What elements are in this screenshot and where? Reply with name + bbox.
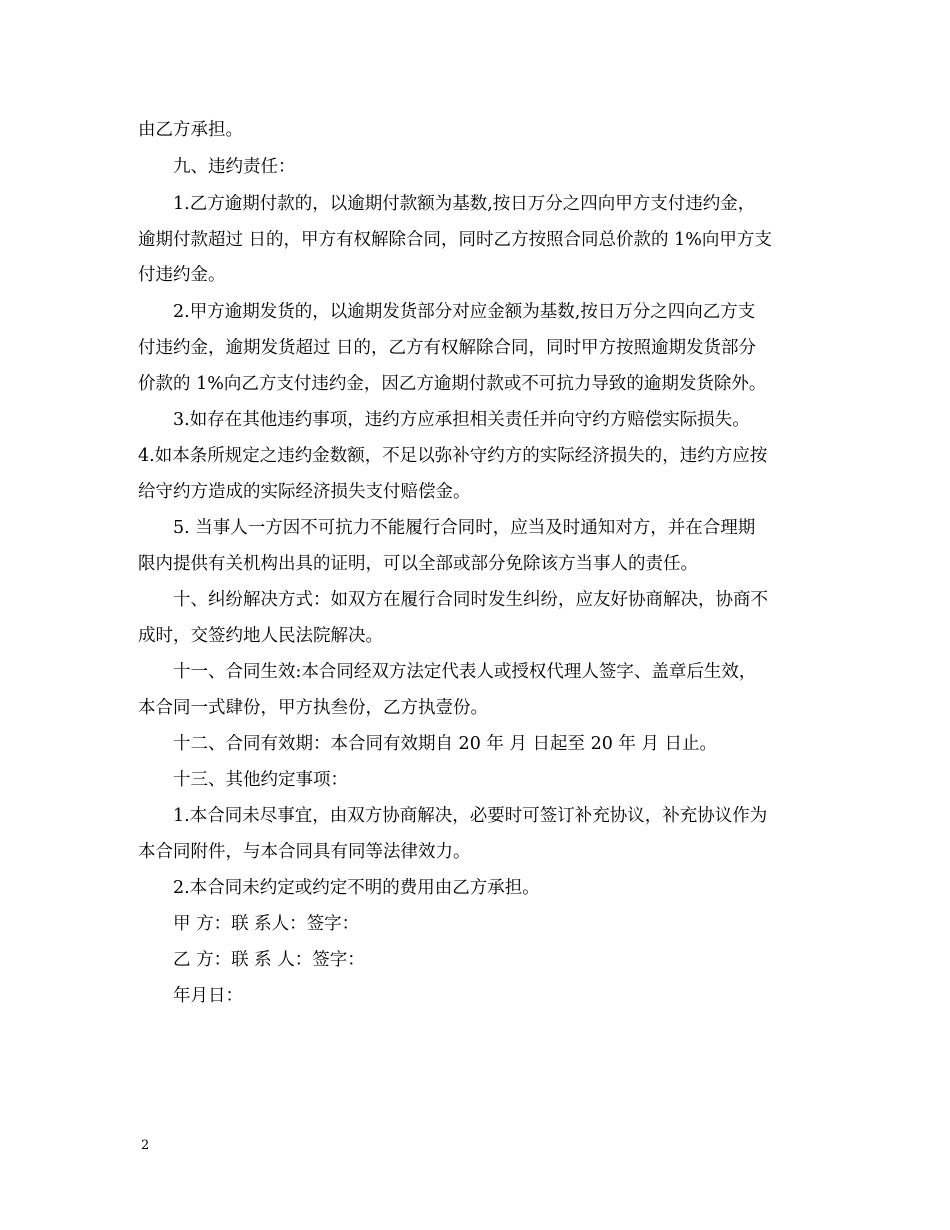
section-heading-13: 十三、其他约定事项： xyxy=(173,770,348,790)
section-heading-10: 十、纠纷解决方式：如双方在履行合同时发生纠纷，应友好协商解决，协商不 xyxy=(173,590,768,610)
text-line: 限内提供有关机构出具的证明，可以全部或部分免除该方当事人的责任。 xyxy=(138,554,698,574)
section-heading-9: 九、违约责任： xyxy=(173,157,296,177)
clause-9-2: 2.甲方逾期发货的，以逾期发货部分对应金额为基数,按日万分之四向乙方支 xyxy=(173,302,756,322)
section-heading-11: 十一、合同生效:本合同经双方法定代表人或授权代理人签字、盖章后生效， xyxy=(173,662,757,682)
text-line: 本合同附件，与本合同具有同等法律效力。 xyxy=(138,842,471,862)
text-line: 付违约金，逾期发货超过 日的，乙方有权解除合同，同时甲方按照逾期发货部分 xyxy=(138,338,757,358)
text-line: 成时，交签约地人民法院解决。 xyxy=(138,626,383,646)
clause-9-5: 5. 当事人一方因不可抗力不能履行合同时，应当及时通知对方，并在合理期 xyxy=(173,518,756,538)
page-number: 2 xyxy=(141,1138,150,1153)
text-line: 价款的 1%向乙方支付违约金，因乙方逾期付款或不可抗力导致的逾期发货除外。 xyxy=(138,374,767,394)
text-line: 给守约方造成的实际经济损失支付赔偿金。 xyxy=(138,482,471,502)
clause-13-2: 2.本合同未约定或约定不明的费用由乙方承担。 xyxy=(173,878,540,898)
party-b-signature-line: 乙 方：联 系 人：签字： xyxy=(173,950,365,970)
text-line: 逾期付款超过 日的，甲方有权解除合同，同时乙方按照合同总价款的 1%向甲方支 xyxy=(138,230,772,250)
clause-13-1: 1.本合同未尽事宜，由双方协商解决，必要时可签订补充协议，补充协议作为 xyxy=(173,806,768,826)
clause-9-4: 4.如本条所规定之违约金数额，不足以弥补守约方的实际经济损失的，违约方应按 xyxy=(138,446,768,466)
section-heading-12: 十二、合同有效期：本合同有效期自 20 年 月 日起至 20 年 月 日止。 xyxy=(173,734,718,754)
party-a-signature-line: 甲 方：联 系人：签字： xyxy=(173,914,360,934)
text-line: 由乙方承担。 xyxy=(138,120,243,140)
date-line: 年月日： xyxy=(173,986,243,1006)
clause-9-1: 1.乙方逾期付款的，以逾期付款额为基数,按日万分之四向甲方支付违约金， xyxy=(173,194,756,214)
text-line: 付违约金。 xyxy=(138,265,226,285)
clause-9-3: 3.如存在其他违约事项，违约方应承担相关责任并向守约方赔偿实际损失。 xyxy=(173,410,750,430)
text-line: 本合同一式肆份，甲方执叁份，乙方执壹份。 xyxy=(138,698,488,718)
